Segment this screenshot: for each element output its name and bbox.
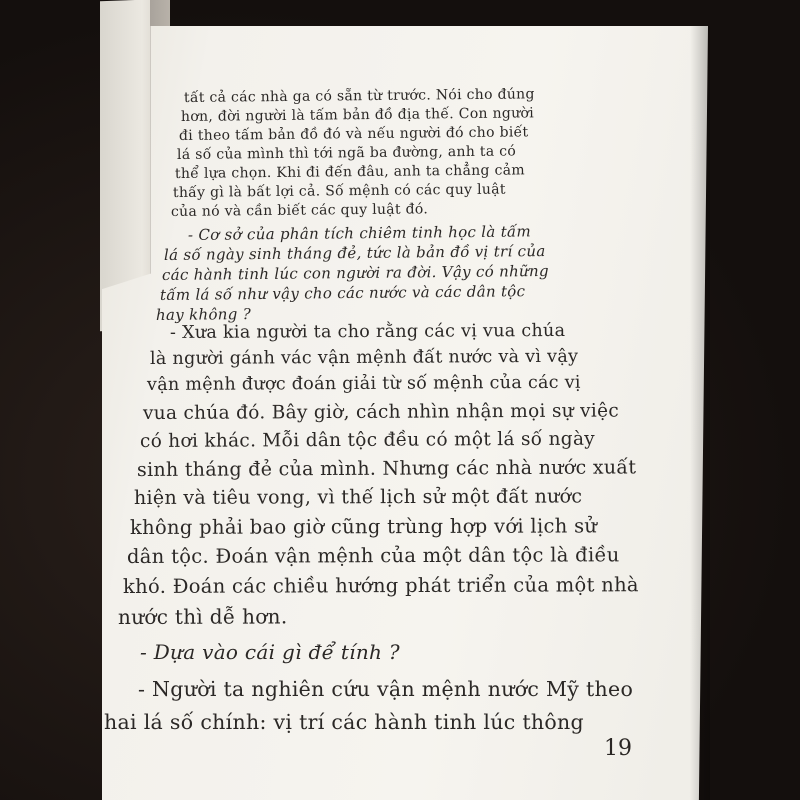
text-line: dân tộc. Đoán vận mệnh của một dân tộc là điều xyxy=(126,543,620,568)
text-line: vận mệnh được đoán giải từ số mệnh của các vị xyxy=(146,372,581,395)
text-line-italic: hay không ? xyxy=(155,305,252,324)
text-line: nước thì dễ hơn. xyxy=(117,604,288,629)
text-line: sinh tháng đẻ của mình. Nhưng các nhà nước xuất xyxy=(136,456,637,481)
text-line: hai lá số chính: vị trí các hành tinh lúc thông xyxy=(104,710,584,734)
text-line: vua chúa đó. Bây giờ, cách nhìn nhận mọi sự việc xyxy=(142,400,620,424)
text-line: - Người ta nghiên cứu vận mệnh nước Mỹ theo xyxy=(138,677,634,701)
text-line: có hơi khác. Mỗi dân tộc đều có một lá số ngày xyxy=(139,428,596,452)
text-line: không phải bao giờ cũng trùng hợp với lịch sử xyxy=(129,514,598,539)
text-line: tất cả các nhà ga có sẵn từ trước. Nói cho đúng xyxy=(183,86,535,106)
text-line: đi theo tấm bản đồ đó và nếu người đó cho biết xyxy=(178,124,529,144)
text-line: thể lựa chọn. Khi đi đến đâu, anh ta chẳng cảm xyxy=(174,162,525,182)
text-line: - Xưa kia người ta cho rằng các vị vua chúa xyxy=(169,320,566,343)
text-line: khó. Đoán các chiều hướng phát triển của một nhà xyxy=(122,573,639,598)
text-line: lá số của mình thì tới ngã ba đường, anh ta có xyxy=(176,143,517,163)
text-line-italic: - Dựa vào cái gì để tính ? xyxy=(140,640,400,664)
text-line-italic: tấm lá số như vậy cho các nước và các dân tộc xyxy=(159,282,526,304)
text-line: là người gánh vác vận mệnh đất nước và vì vậy xyxy=(149,346,579,369)
page-number: 19 xyxy=(604,736,632,761)
text-line: thấy gì là bất lợi cả. Số mệnh có các quy luật xyxy=(172,181,506,201)
text-line: hơn, đời người là tấm bản đồ địa thế. Con người xyxy=(180,105,535,125)
text-line: của nó và cần biết các quy luật đó. xyxy=(170,201,429,220)
text-line-italic: lá số ngày sinh tháng đẻ, tức là bản đồ vị trí của xyxy=(163,242,546,264)
text-line-italic: - Cơ sở của phân tích chiêm tinh học là tấm xyxy=(187,222,532,244)
text-line-italic: các hành tinh lúc con người ra đời. Vậy có những xyxy=(161,261,549,284)
text-line: hiện và tiêu vong, vì thế lịch sử một đất nước xyxy=(133,485,583,509)
